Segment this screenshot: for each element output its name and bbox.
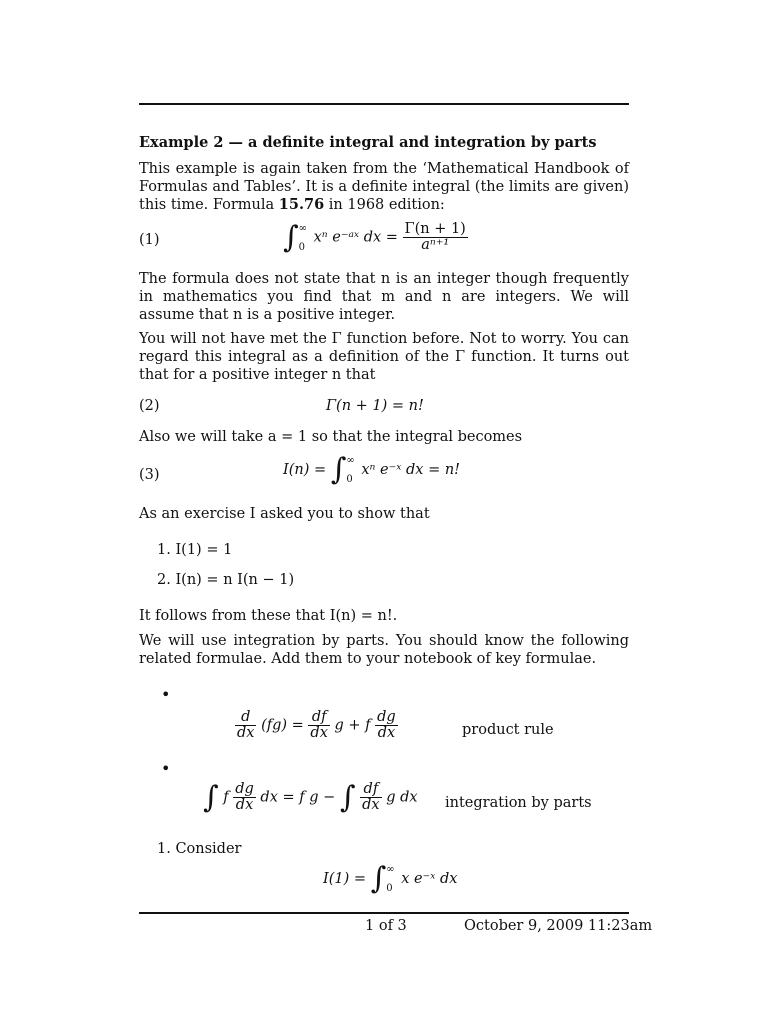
section-heading: Example 2 — a definite integral and integration by parts xyxy=(139,134,597,151)
equation-2 xyxy=(139,397,629,417)
equation-1-label: (1) xyxy=(139,232,160,248)
bullet-point: • xyxy=(161,685,171,704)
equation-3-rhs: xⁿ e⁻ˣ dx = n! xyxy=(361,462,460,478)
paragraph-exercise: As an exercise I asked you to show that xyxy=(139,506,430,522)
equation-2-label: (2) xyxy=(139,398,160,414)
integral-sign: ∫ xyxy=(283,219,299,255)
bullet-point: • xyxy=(161,759,171,778)
paragraph-integer: The formula does not state that n is an integer though frequently in mathematics you find that m and n are integers. We will assume that n is a positive integer. xyxy=(139,271,629,323)
paragraph-parts: We will use integration by parts. You should know the following related formulae. Add them to your notebook of key formulae. xyxy=(139,633,629,667)
paragraph-follows: It follows from these that I(n) = n!. xyxy=(139,608,398,624)
bottom-rule xyxy=(139,912,629,914)
footer-date: October 9, 2009 11:23am xyxy=(464,918,653,934)
integral-limits: ∞ 0 xyxy=(346,455,355,485)
consider-item: 1. Consider xyxy=(157,841,242,857)
document-page xyxy=(139,0,653,1024)
formula-reference: 15.76 xyxy=(278,196,325,213)
exercise-item-2: 2. I(n) = n I(n − 1) xyxy=(157,572,295,588)
intro-text-1: This example is again taken from the ‘Mathematical Handbook of Formulas and Tables’. It is a definite integral (the limits are given) this time. Formula xyxy=(139,161,629,213)
integration-by-parts-formula xyxy=(139,779,629,822)
equation-3 xyxy=(139,452,629,495)
equation-1-fraction: $\frac{\Gamma(n + 1)}{\text{aⁿ⁺¹}}$ xyxy=(404,221,466,253)
intro-paragraph xyxy=(139,160,629,214)
paragraph-gamma: You will not have met the Γ function before. Not to worry. You can regard this integral as a definition of the Γ function. It turns out that for a positive integer n that xyxy=(139,331,629,383)
equation-1-body xyxy=(283,219,468,255)
integration-by-parts-body: ∫ f $\frac{dg}{dx}$ dx = f g − ∫ $\frac{df}{dx}$ g dx xyxy=(203,779,418,815)
paragraph-a: Also we will take a = 1 so that the integral becomes xyxy=(139,429,523,445)
intro-text-2: in 1968 edition: xyxy=(324,197,445,213)
equation-1 xyxy=(139,219,629,262)
exercise-item-1: 1. I(1) = 1 xyxy=(157,542,233,558)
product-rule-formula xyxy=(139,710,629,750)
equation-3-lhs: I(n) = xyxy=(283,462,327,478)
integral-sign: ∫ xyxy=(330,452,347,487)
consider-formula xyxy=(139,861,629,904)
equation-1-integrand: xⁿ e⁻ᵃˣ dx = xyxy=(313,229,398,246)
equation-3-body xyxy=(283,452,460,487)
integration-by-parts-label: integration by parts xyxy=(445,795,592,811)
integral-limits: ∞ 0 xyxy=(298,222,307,253)
product-rule-label: product rule xyxy=(462,722,554,738)
product-rule-body: $\frac{d}{dx}$ (fg) = $\frac{df}{dx}$ g + f $\frac{dg}{dx}$ xyxy=(237,709,396,741)
footer-page-number: 1 of 3 xyxy=(365,918,407,934)
equation-3-label: (3) xyxy=(139,467,160,483)
top-rule xyxy=(139,103,629,105)
consider-formula-body: I(1) = ∫ ∞ 0 x e⁻ˣ dx xyxy=(323,861,458,896)
equation-2-body: Γ(n + 1) = n! xyxy=(326,398,424,414)
